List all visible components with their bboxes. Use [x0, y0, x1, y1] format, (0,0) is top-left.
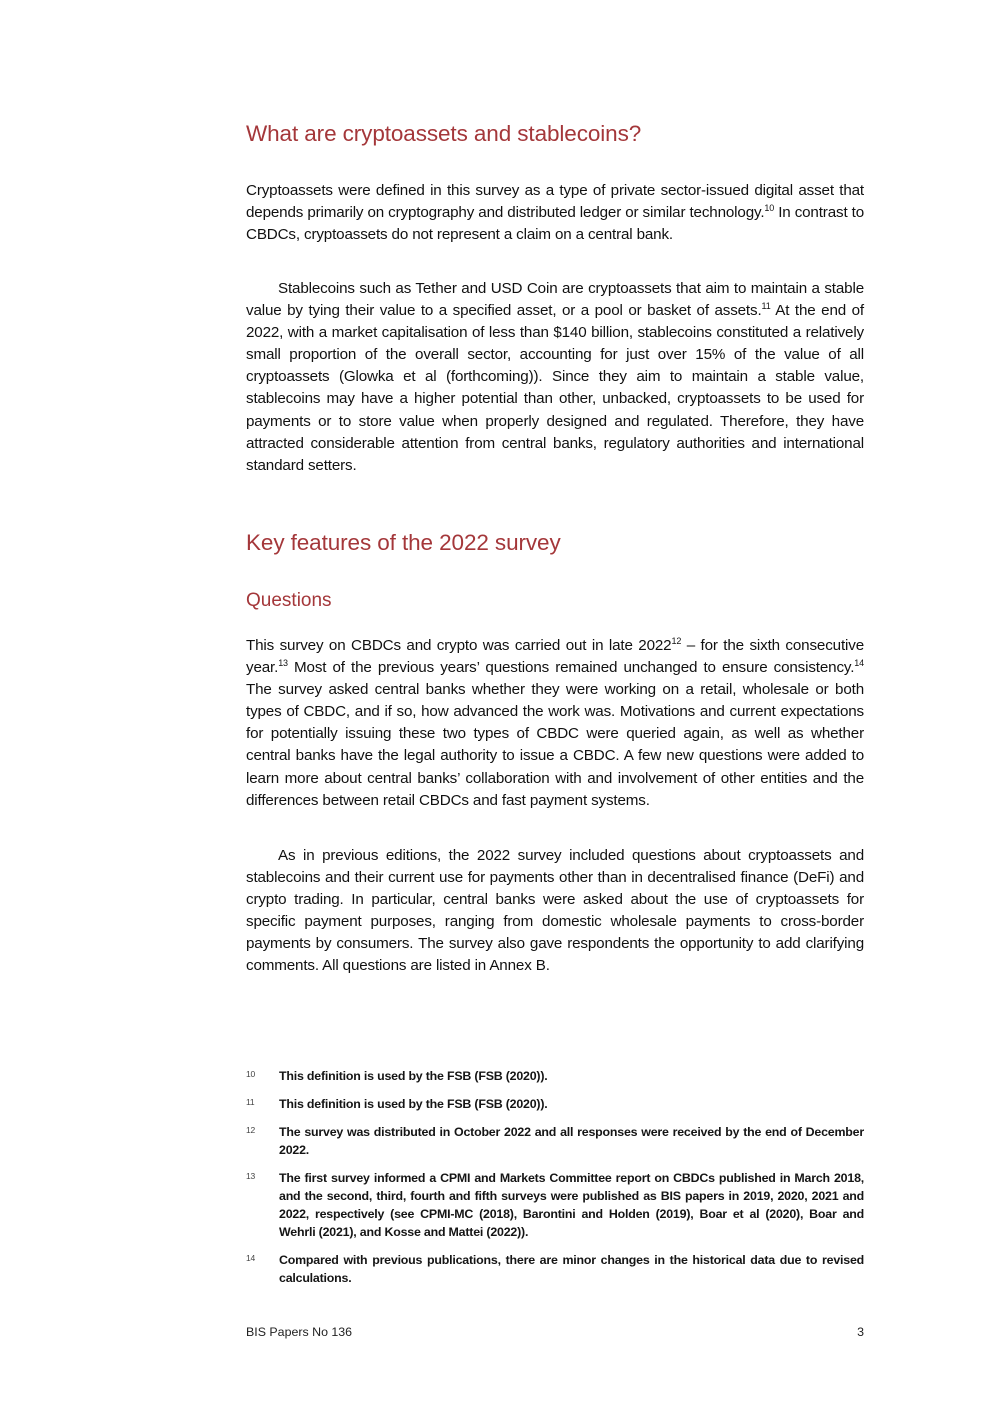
paragraph-stablecoins: Stablecoins such as Tether and USD Coin are cryptoassets that aim to maintain a stable value by tying their value to a specified asset, or a pool or basket of assets.$^{11}$ At the end of 2022, with a market capitalisation of less than $140 billion, stablecoins constituted a relatively small proportion of the overall sector, accounting for just over 15% of the value of all cryptoassets (Glowka et al (forthcoming)). Since they aim to maintain a stable value, stablecoins may have a higher potential than other, unbacked, cryptoassets to be used for payments or to store value when properly designed and regulated. Therefore, they have attracted considerable attention from central banks, regulatory authorities and international standard setters.: [246, 280, 864, 474]
footnote-12: [246, 1123, 864, 1159]
footnote-number: 11: [246, 1097, 255, 1107]
footnote-text: The first survey informed a CPMI and Markets Committee report on CBDCs published in March 2018, and the second, third, fourth and fifth surveys were published as BIS papers in 2019, 2020, 2021 and 2022, respectively (see CPMI-MC (2018), Barontini and Holden (2019), Boar et al (2020), Boar and Wehrli (2021), and Kosse and Mattei (2022)).: [279, 1171, 864, 1239]
footnote-ref-10[interactable]: 10: [764, 203, 775, 214]
paragraph-previous-editions: As in previous editions, the 2022 survey included questions about cryptoassets and stablecoins and their current use for payments other than in decentralised finance (DeFi) and crypto trading. In particular, central banks were asked about the use of cryptoassets for specific payment purposes, ranging from domestic wholesale payments to cross-border payments by consumers. The survey also gave respondents the opportunity to add clarifying comments. All questions are listed in Annex B.: [246, 847, 864, 975]
paragraph-survey-questions: This survey on CBDCs and crypto was carried out in late 2022$^{12}$ – for the sixth consecutive year.$^{13}$ Most of the previous years’ questions remained unchanged to ensure consistency.$^{14}$ The survey asked central banks whether they were working on a retail, wholesale or both types of CBDC, and if so, how advanced the work was. Motivations and current expectations for potentially issuing these two types of CBDC were queried again, as well as whether central banks have the legal authority to issue a CBDC. A few new questions were added to learn more about central banks’ collaboration with and involvement of other entities and the differences between retail CBDCs and fast payment systems.: [246, 636, 864, 809]
section-heading-cryptoassets: What are cryptoassets and stablecoins?: [246, 121, 642, 146]
footnote-number: 10: [246, 1069, 256, 1079]
footnotes: [246, 1067, 864, 1297]
footnote-13: [246, 1169, 864, 1241]
page-number: 3: [857, 1325, 864, 1339]
footnote-number: 14: [246, 1253, 256, 1263]
footnote-text: This definition is used by the FSB (FSB (2020)).: [279, 1097, 548, 1111]
footnote-text: This definition is used by the FSB (FSB (2020)).: [279, 1069, 548, 1083]
publication-name: BIS Papers No 136: [246, 1325, 353, 1339]
footnote-11: [246, 1095, 864, 1113]
footnote-text: The survey was distributed in October 2022 and all responses were received by the end of December 2022.: [279, 1125, 864, 1157]
paragraph-cryptoassets-definition: Cryptoassets were defined in this survey as a type of private sector-issued digital asset that depends primarily on cryptography and distributed ledger or similar technology.$^{10}$ In contrast to CBDCs, cryptoassets do not represent a claim on a central bank.: [246, 182, 864, 244]
footnote-ref-14[interactable]: 14: [854, 658, 864, 669]
footnote-ref-11[interactable]: 11: [761, 301, 771, 312]
footnote-14: [246, 1251, 864, 1287]
footnote-10: [246, 1067, 864, 1085]
footnote-ref-13[interactable]: 13: [278, 658, 288, 669]
footnote-number: 12: [246, 1125, 256, 1135]
subsection-heading-questions: Questions: [246, 590, 332, 611]
footnote-ref-12[interactable]: 12: [671, 636, 682, 646]
section-heading-key-features: Key features of the 2022 survey: [246, 530, 561, 555]
footnote-number: 13: [246, 1171, 256, 1181]
footnote-text: Compared with previous publications, there are minor changes in the historical data due to revised calculations.: [279, 1253, 864, 1285]
